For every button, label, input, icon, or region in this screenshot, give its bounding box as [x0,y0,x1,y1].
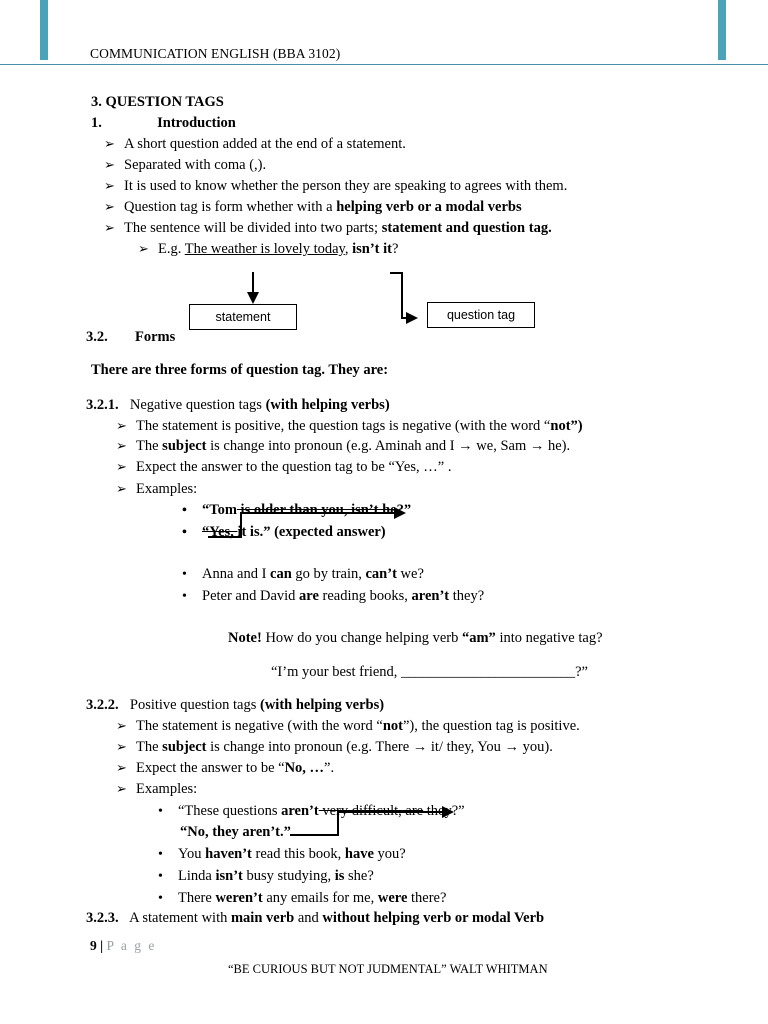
section-heading [91,94,224,111]
blank-line: ________________________ [401,664,576,680]
pos-example-2: • You haven’t read this book, have you? [158,846,406,862]
dot-bullet-icon: • [158,804,163,819]
header-bar-left [40,0,48,60]
neg-bullet-2: ➢ The subject is change into pronoun (e.g. Aminah and I → we, Sam → he). [116,438,571,454]
arrow-bullet-icon: ➢ [104,199,115,214]
intro-bullet-2: ➢ Separated with coma (,). [104,157,267,173]
question-tag-box: question tag [427,302,535,328]
arrow-bullet-icon: ➢ [116,481,127,496]
dot-bullet-icon: • [182,589,187,604]
page-number: 9 [90,938,97,953]
pos-example-1: • “These questions aren’t very difficult, are they?” [158,803,465,819]
pos-example-3: • Linda isn’t busy studying, is she? [158,868,374,884]
s323-number: 3.2.3. [86,910,119,926]
neg-bullet-1: ➢ The statement is positive, the question tags is negative (with the word “not”) [116,418,583,434]
dot-bullet-icon: • [158,869,163,884]
arrow-bullet-icon: ➢ [104,178,115,193]
arrow-bullet-icon: ➢ [116,418,127,433]
pos-example-4: • There weren’t any emails for me, were there? [158,890,447,906]
example-statement: The weather is lovely today [184,241,345,257]
intro-example: ➢ E.g. The weather is lovely today, isn’t it? [138,241,399,257]
neg-example-1: • “Tom is older than you, isn’t he?” [182,502,412,518]
header-rule [0,64,768,65]
arrow-bullet-icon: ➢ [116,739,127,754]
arrow-bullet-icon: ➢ [138,241,149,256]
arrow-bullet-icon: ➢ [116,718,127,733]
intro-bullet-5: ➢ The sentence will be divided into two parts; statement and question tag. [104,220,552,236]
intro-bullet-1: ➢ A short question added at the end of a statement. [104,136,406,152]
intro-bullet-3: ➢ It is used to know whether the person they are speaking to agrees with them. [104,178,568,194]
neg-number: 3.2.1. [86,397,119,413]
arrow-bullet-icon: ➢ [116,459,127,474]
neg-example-4: • Peter and David are reading books, aren’t they? [182,588,485,604]
example-tag: isn’t it [352,241,392,257]
arrow-bullet-icon: ➢ [116,781,127,796]
section-number: 3. [91,94,102,110]
neg-bullet-4: ➢ Examples: [116,481,198,497]
footer-quote: “BE CURIOUS BUT NOT JUDMENTAL” WALT WHITMAN [228,962,548,976]
forms-heading [86,329,175,346]
header-title: COMMUNICATION ENGLISH (BBA 3102) [90,46,341,61]
dot-bullet-icon: • [182,567,187,582]
neg-example-3: • Anna and I can go by train, can’t we? [182,566,424,582]
pos-number: 3.2.2. [86,697,119,713]
pos-example-answer: “No, they aren’t.” [180,824,291,840]
neg-example-2: • “Yes, it is.” (expected answer) [182,524,386,540]
neg-heading: 3.2.1. Negative question tags (with helping verbs) [86,397,390,413]
forms-number: 3.2. [86,329,108,345]
pos-bullet-1: ➢ The statement is negative (with the word “not”), the question tag is positive. [116,718,580,734]
header-bar-right [718,0,726,60]
dot-bullet-icon: • [182,503,187,518]
intro-heading [91,115,236,132]
arrow-bullet-icon: ➢ [116,438,127,453]
fill-in-blank: “I’m your best friend, ________________________?” [271,664,588,680]
pos-bullet-2: ➢ The subject is change into pronoun (e.g. There → it/ they, You → you). [116,739,553,755]
intro-number: 1. [91,115,102,131]
statement-box: statement [189,304,297,330]
intro-title: Introduction [157,115,236,131]
dot-bullet-icon: • [158,891,163,906]
section-title: QUESTION TAGS [105,94,224,110]
pos-bullet-3: ➢ Expect the answer to be “No, …”. [116,760,335,776]
arrow-bullet-icon: ➢ [116,760,127,775]
pos-heading: 3.2.2. Positive question tags (with helping verbs) [86,697,385,713]
note-line: Note! How do you change helping verb “am” into negative tag? [228,630,603,646]
dot-bullet-icon: • [158,847,163,862]
elbow-arrow-icon [390,273,414,318]
page-word: P a g e [106,938,157,953]
forms-title: Forms [135,329,176,345]
page-footer: 9 | P a g e [90,938,157,953]
neg-bullet-3: ➢ Expect the answer to the question tag to be “Yes, …” . [116,459,452,475]
intro-bullet-4: ➢ Question tag is form whether with a helping verb or a modal verbs [104,199,522,215]
forms-intro: There are three forms of question tag. They are: [91,362,389,378]
s323-heading: 3.2.3. A statement with main verb and without helping verb or modal Verb [86,910,545,926]
arrow-bullet-icon: ➢ [104,220,115,235]
arrow-bullet-icon: ➢ [104,157,115,172]
arrow-bullet-icon: ➢ [104,136,115,151]
pos-bullet-4: ➢ Examples: [116,781,198,797]
dot-bullet-icon: • [182,525,187,540]
